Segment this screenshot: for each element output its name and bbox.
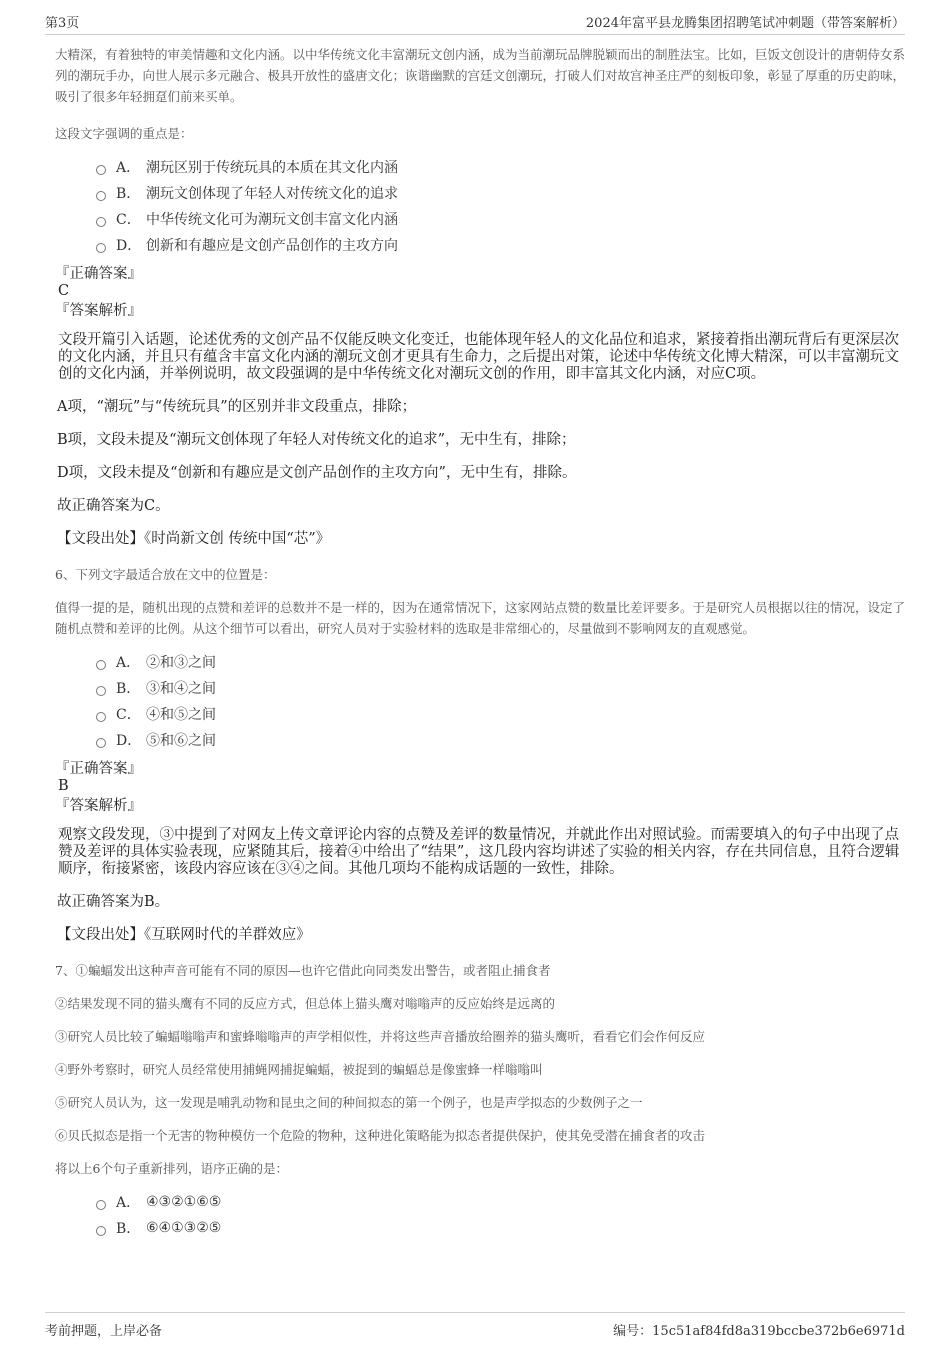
q5-option-b[interactable]: B． 潮玩文创体现了年轻人对传统文化的追求	[96, 180, 905, 206]
q6-analysis-label: 『答案解析』	[55, 798, 142, 814]
footer-slogan: 考前押题，上岸必备	[45, 1324, 163, 1339]
q7-option-b[interactable]: B． ⑥④①③②⑤	[96, 1215, 905, 1241]
radio-icon[interactable]	[96, 191, 106, 201]
q7-question: 将以上6个句子重新排列，语序正确的是：	[55, 1161, 288, 1176]
q7-sentence: ④野外考察时，研究人员经常使用捕蝇网捕捉蝙蝠，被捉到的蝙蝠总是像蜜蜂一样嗡嗡叫	[55, 1062, 543, 1077]
q5-options	[55, 154, 905, 258]
radio-icon[interactable]	[96, 1200, 106, 1210]
page-number: 第3页	[45, 16, 80, 31]
radio-icon[interactable]	[96, 1226, 106, 1236]
q5-analysis-label: 『答案解析』	[55, 303, 142, 319]
page-header	[45, 12, 905, 35]
q7-sentence: ⑤研究人员认为，这一发现是哺乳动物和昆虫之间的种间拟态的第一个例子，也是声学拟态的少数例子之一	[55, 1095, 643, 1110]
q5-note-b: B项，文段未提及“潮玩文创体现了年轻人对传统文化的追求”，无中生有，排除；	[57, 432, 576, 448]
code-value: 15c51af84fd8a319bccbe372b6e6971d	[652, 1324, 905, 1339]
q5-answer-label: 『正确答案』	[55, 266, 142, 282]
radio-icon[interactable]	[96, 738, 106, 748]
q7-sentence: ③研究人员比较了蝙蝠嗡嗡声和蜜蜂嗡嗡声的声学相似性，并将这些声音播放给圈养的猫头鹰听，看看它们会作何反应	[55, 1029, 706, 1044]
q6-passage: 值得一提的是，随机出现的点赞和差评的总数并不是一样的，因为在通常情况下，这家网站点赞的数量比差评要多。于是研究人员根据以往的情况，设定了随机点赞和差评的比例。从这个细节可以看出，研究人员对于实验材料的选取是非常细心的，尽量做到不影响网友的直观感觉。	[55, 600, 906, 636]
q7-sentence: ⑥贝氏拟态是指一个无害的物种模仿一个危险的物种，这种进化策略能为拟态者提供保护，使其免受潜在捕食者的攻击	[55, 1128, 706, 1143]
q6-option-b[interactable]: B． ③和④之间	[96, 675, 905, 701]
q6-analysis: 观察文段发现，③中提到了对网友上传文章评论内容的点赞及差评的数量情况，并就此作出对照试验。而需要填入的句子中出现了点赞及差评的具体实验表现，应紧随其后，接着④中给出了“结果”，这几段内容均讲述了实验的相关内容，存在共同信息，且符合逻辑顺序，衔接紧密，该段内容应该在③④之间。其他几项均不能构成话题的一致性，排除。	[58, 827, 900, 877]
radio-icon[interactable]	[96, 243, 106, 253]
q5-answer: C	[58, 283, 70, 299]
radio-icon[interactable]	[96, 712, 106, 722]
page-footer	[45, 1312, 905, 1339]
document-code	[613, 1320, 905, 1339]
q6-answer: B	[58, 778, 69, 794]
q7-sentence: 7、①蝙蝠发出这种声音可能有不同的原因—也许它借此向同类发出警告，或者阻止捕食者	[55, 963, 551, 978]
q6-options	[55, 649, 905, 753]
q5-option-c[interactable]: C． 中华传统文化可为潮玩文创丰富文化内涵	[96, 206, 905, 232]
q5-analysis: 文段开篇引入话题，论述优秀的文创产品不仅能反映文化变迁，也能体现年轻人的文化品位和追求，紧接着指出潮玩背后有更深层次的文化内涵，并且只有蕴含丰富文化内涵的潮玩文创才更具有生命力，之后提出对策，论述中华传统文化博大精深，可以丰富潮玩文创的文化内涵，并举例说明，故文段强调的是中华传统文化对潮玩文创的作用，即丰富其文化内涵，对应C项。	[58, 332, 899, 382]
radio-icon[interactable]	[96, 686, 106, 696]
q5-note-d: D项，文段未提及“创新和有趣应是文创产品创作的主攻方向”，无中生有，排除。	[57, 465, 577, 481]
document-body	[55, 44, 905, 1245]
radio-icon[interactable]	[96, 165, 106, 175]
q5-option-a[interactable]: A． 潮玩区别于传统玩具的本质在其文化内涵	[96, 154, 905, 180]
radio-icon[interactable]	[96, 217, 106, 227]
radio-icon[interactable]	[96, 660, 106, 670]
q5-note-a: A项，“潮玩”与“传统玩具”的区别并非文段重点，排除；	[57, 399, 417, 415]
q7-sentence: ②结果发现不同的猫头鹰有不同的反应方式，但总体上猫头鹰对嗡嗡声的反应始终是远离的	[55, 996, 556, 1011]
q6-option-d[interactable]: D． ⑤和⑥之间	[96, 727, 905, 753]
q6-answer-label: 『正确答案』	[55, 761, 142, 777]
q6-question: 6、下列文字最适合放在文中的位置是：	[55, 567, 276, 582]
q6-option-c[interactable]: C． ④和⑤之间	[96, 701, 905, 727]
q6-source: 【文段出处】《互联网时代的羊群效应》	[57, 927, 311, 943]
document-title: 2024年富平县龙腾集团招聘笔试冲刺题（带答案解析）	[585, 16, 905, 31]
q5-source: 【文段出处】《时尚新文创 传统中国“芯”》	[57, 531, 331, 547]
q5-passage-end: 大精深，有着独特的审美情趣和文化内涵。以中华传统文化丰富潮玩文创内涵，成为当前潮玩品牌脱颖而出的制胜法宝。比如，巨饭文创设计的唐朝侍女系列的潮玩手办，向世人展示多元融合、极具开放性的盛唐文化；诙谐幽默的宫廷文创潮玩，打破人们对故宫神圣庄严的刻板印象，彰显了厚重的历史韵味，吸引了很多年轻拥趸们前来买单。	[55, 47, 906, 104]
q7-option-a[interactable]: A． ④③②①⑥⑤	[96, 1189, 905, 1215]
code-label: 编号：	[613, 1324, 653, 1339]
q5-question: 这段文字强调的重点是：	[55, 126, 193, 141]
q5-option-d[interactable]: D． 创新和有趣应是文创产品创作的主攻方向	[96, 232, 905, 258]
q6-option-a[interactable]: A． ②和③之间	[96, 649, 905, 675]
q6-conclusion: 故正确答案为B。	[57, 894, 170, 910]
q5-conclusion: 故正确答案为C。	[57, 498, 170, 514]
q7-options	[55, 1189, 905, 1241]
